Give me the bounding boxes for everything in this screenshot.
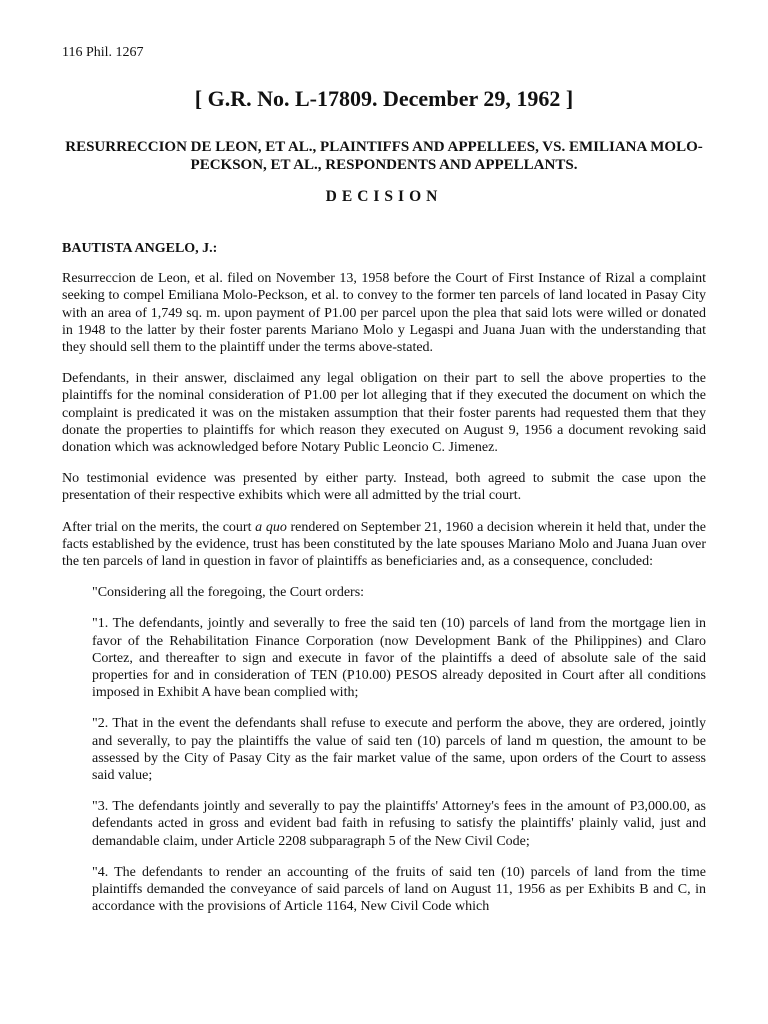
quoted-order-intro: "Considering all the foregoing, the Court orders: <box>92 585 365 601</box>
ponente: BAUTISTA ANGELO, J.: <box>62 241 218 256</box>
paragraph-4 <box>62 519 706 571</box>
case-parties: RESURRECCION DE LEON, ET AL., PLAINTIFFS AND APPELLEES, VS. EMILIANA MOLO-PECKSON, ET AL., RESPONDENTS AND APPELLANTS. <box>65 139 703 173</box>
paragraph-1: Resurreccion de Leon, et al. filed on November 13, 1958 before the Court of First Instance of Rizal a complaint seeking to compel Emiliana Molo-Peckson, et al. to convey to the former ten parcels of land located in Pasay City with an area of 1,749 sq. m. upon payment of P1.00 per parcel upon the plea that said lots were willed or donated in 1948 to the latter by their foster parents Mariano Molo y Legaspi and Juana Juan with the understanding that they should sell them to the plaintiff under the terms above-stated. <box>62 271 706 356</box>
quoted-order-1: "1. The defendants, jointly and severally to free the said ten (10) parcels of land from the mortgage lien in favor of the Rehabilitation Finance Corporation (now Development Bank of the Philippines) and Claro Cortez, and thereafter to sign and execute in favor of the plaintiffs a deed of absolute sale of the said properties for and in consideration of TEN (P10.00) PESOS already deposited in Court after all conditions imposed in Exhibit A have bean complied with; <box>92 616 706 701</box>
quoted-order-4: "4. The defendants to render an accounting of the fruits of said ten (10) parcels of land from the time plaintiffs demanded the conveyance of said parcels of land on August 11, 1956 as per Exhibits B and C, in accordance with the provisions of Article 1164, New Civil Code which <box>92 864 706 915</box>
latin-phrase: a quo <box>255 519 287 535</box>
paragraph-4-text: After trial on the merits, the court <box>62 519 256 535</box>
quoted-order-3: "3. The defendants jointly and severally to pay the plaintiffs' Attorney's fees in the amount of P3,000.00, as defendants acted in gross and evident bad faith in refusing to satisfy the plaintiffs' plainly valid, just and demandable claim, under Article 2208 subparagraph 5 of the New Civil Code; <box>92 799 706 849</box>
report-citation: 116 Phil. 1267 <box>62 45 144 60</box>
paragraph-4-continuation: rendered on September 21, 1960 a decision wherein it held that, under the facts established by the evidence, trust has been constituted by the late spouses Mariano Molo and Juana Juan over the ten parcels of land in question in favor of plaintiffs as beneficiaries and, as a consequence, concluded: <box>62 519 706 570</box>
decision-body <box>62 240 706 930</box>
paragraph-3: No testimonial evidence was presented by either party. Instead, both agreed to submit the case upon the presentation of their respective exhibits which were all admitted by the trial court. <box>62 471 706 504</box>
case-title: [ G.R. No. L-17809. December 29, 1962 ] <box>194 86 574 111</box>
quoted-order-2: "2. That in the event the defendants shall refuse to execute and perform the above, they are ordered, jointly and severally, to pay the plaintiffs the value of said ten (10) parcels of land m question, the amount to be assessed by the City of Pasay City as the fair market value of the same, upon orders of the Court to assess said value; <box>92 716 706 784</box>
paragraph-2: Defendants, in their answer, disclaimed any legal obligation on their part to sell the above properties to the plaintiffs for the nominal consideration of P1.00 per lot alleging that if they executed the document on which the complaint is predicated it was on the mistaken assumption that their foster parents had requested them that they donate the properties to plaintiffs for which reason they executed on August 9, 1956 a document revoking said donation which was acknowledged before Notary Public Leoncio C. Jimenez. <box>62 371 706 456</box>
decision-heading: DECISION <box>325 188 443 205</box>
